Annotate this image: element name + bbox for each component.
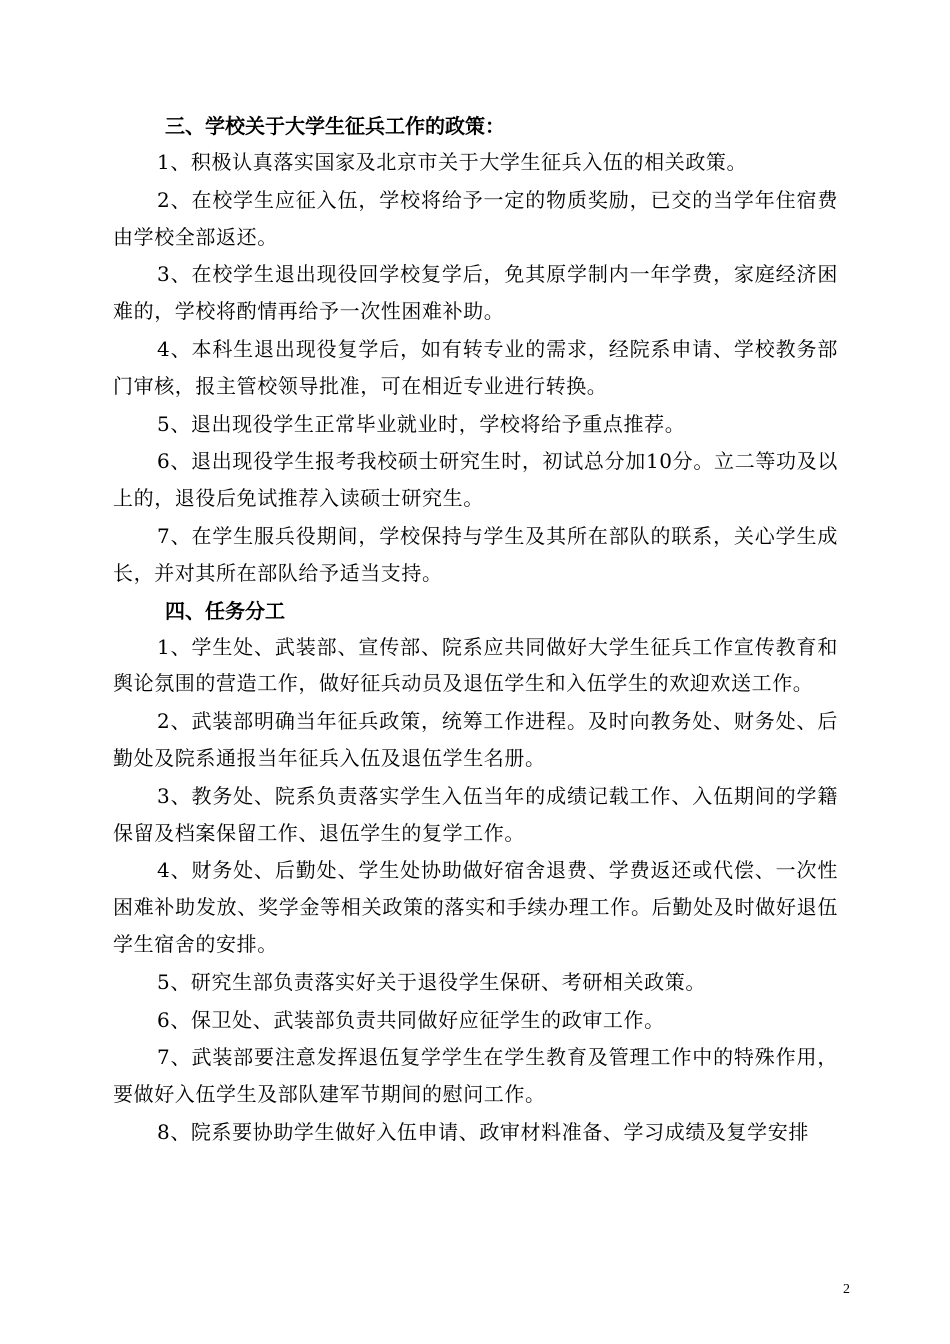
section-4-item-3: 3、教务处、院系负责落实学生入伍当年的成绩记载工作、入伍期间的学籍保留及档案保留工作、退伍学生的复学工作。 — [113, 783, 838, 845]
section-4-item-2: 2、武装部明确当年征兵政策，统筹工作进程。及时向教务处、财务处、后勤处及院系通报当年征兵入伍及退伍学生名册。 — [113, 709, 838, 770]
section-3-item-7: 7、在学生服兵役期间，学校保持与学生及其所在部队的联系，关心学生成长，并对其所在部队给予适当支持。 — [113, 523, 838, 585]
page-number: 2 — [843, 1282, 850, 1297]
section-4-item-8: 8、院系要协助学生做好入伍申请、政审材料准备、学习成绩及复学安排 — [157, 1119, 809, 1144]
section-4-heading: 四、任务分工 — [165, 598, 285, 623]
section-4-item-6: 6、保卫处、武装部负责共同做好应征学生的政审工作。 — [157, 1007, 665, 1032]
section-3-item-3: 3、在校学生退出现役回学校复学后，免其原学制内一年学费，家庭经济困难的，学校将酌情再给予一次性困难补助。 — [113, 262, 838, 324]
section-4-item-5: 5、研究生部负责落实好关于退役学生保研、考研相关政策。 — [157, 969, 706, 994]
document-page — [113, 108, 838, 1152]
section-4-item-7: 7、武装部要注意发挥退伍复学学生在学生教育及管理工作中的特殊作用，要做好入伍学生及部队建军节期间的慰问工作。 — [113, 1045, 838, 1107]
section-3-item-4: 4、本科生退出现役复学后，如有转专业的需求，经院系申请、学校教务部门审核，报主管校领导批准，可在相近专业进行转换。 — [113, 336, 838, 398]
section-3-item-6: 6、退出现役学生报考我校硕士研究生时，初试总分加10分。立二等功及以上的，退役后免试推荐入读硕士研究生。 — [113, 449, 838, 511]
section-3-item-1: 1、积极认真落实国家及北京市关于大学生征兵入伍的相关政策。 — [157, 150, 748, 174]
section-4-item-1: 1、学生处、武装部、宣传部、院系应共同做好大学生征兵工作宣传教育和舆论氛围的营造工作，做好征兵动员及退伍学生和入伍学生的欢迎欢送工作。 — [113, 634, 838, 696]
section-3-item-5: 5、退出现役学生正常毕业就业时，学校将给予重点推荐。 — [157, 411, 686, 436]
section-3-item-2: 2、在校学生应征入伍，学校将给予一定的物质奖励，已交的当学年住宿费由学校全部返还。 — [113, 187, 838, 249]
section-3-heading: 三、学校关于大学生征兵工作的政策： — [165, 114, 505, 138]
section-4-item-4: 4、财务处、后勤处、学生处协助做好宿舍退费、学费返还或代偿、一次性困难补助发放、奖学金等相关政策的落实和手续办理工作。后勤处及时做好退伍学生宿舍的安排。 — [113, 858, 838, 956]
